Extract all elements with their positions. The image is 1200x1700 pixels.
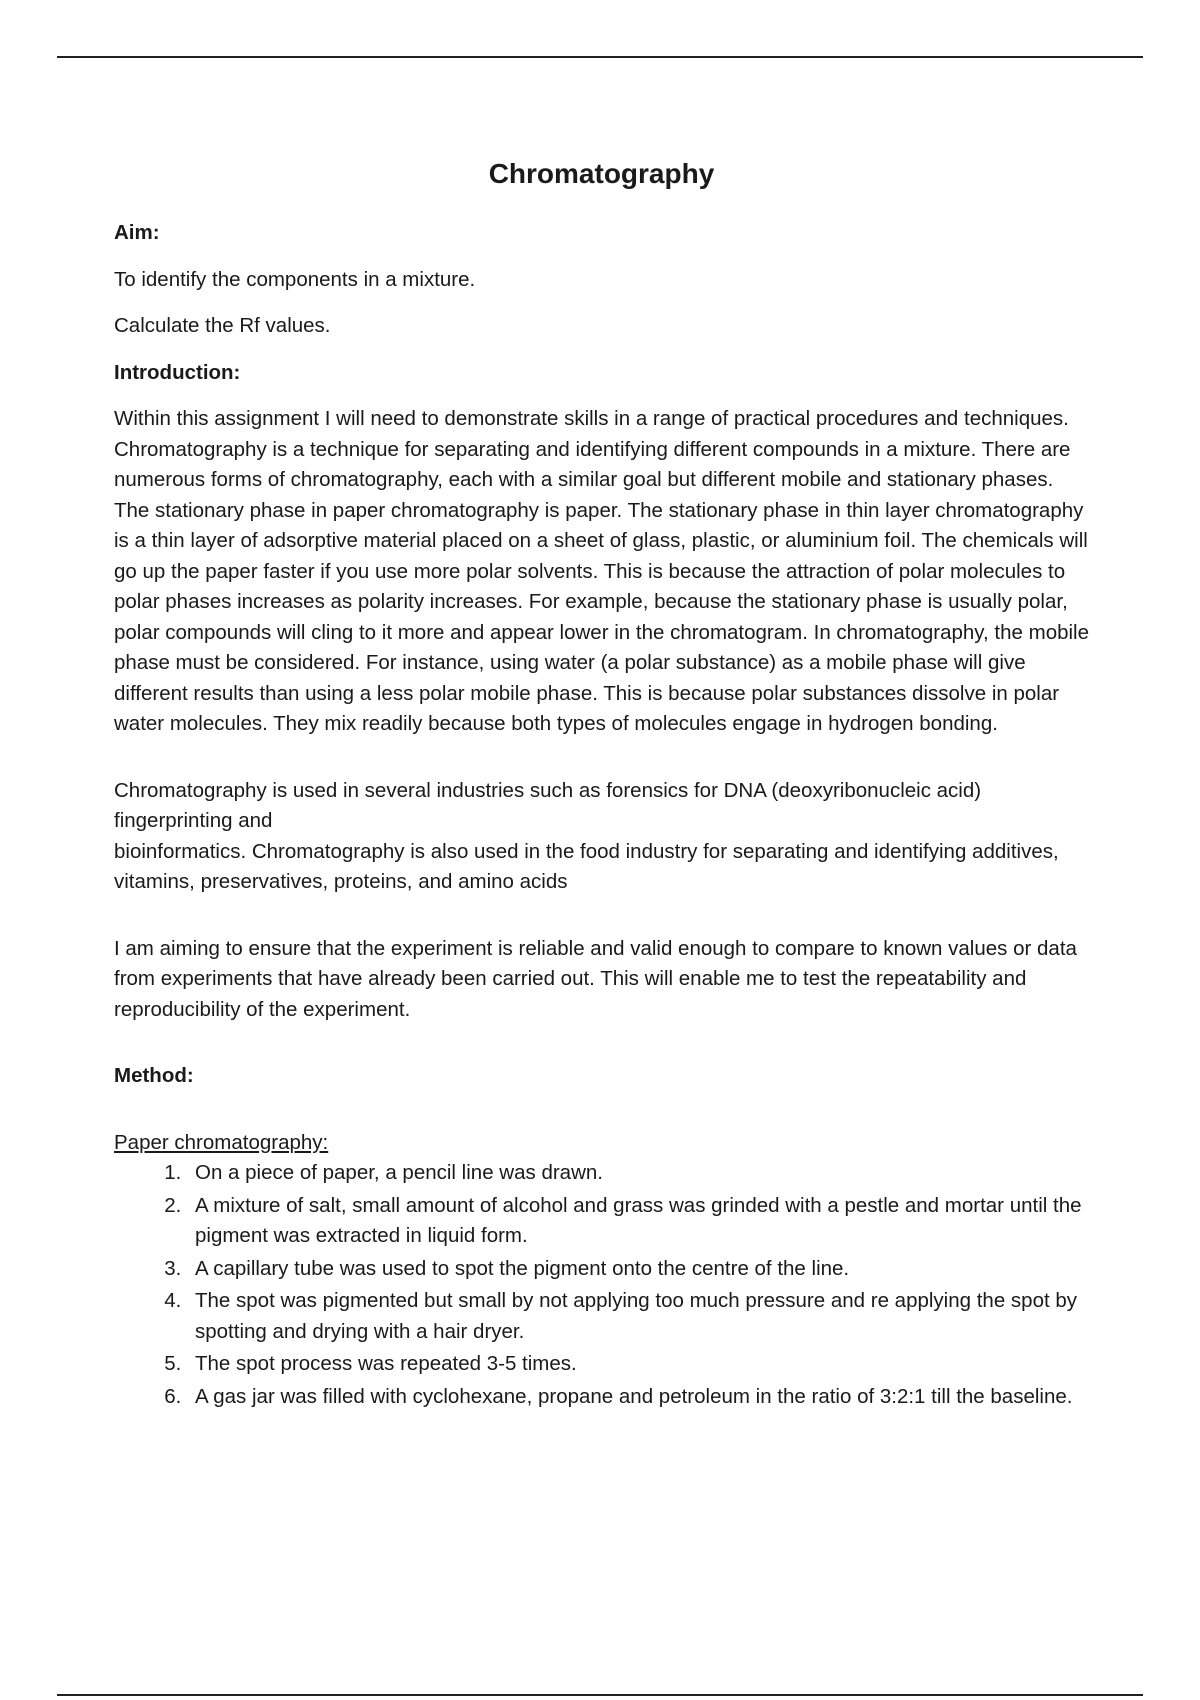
document-body — [114, 150, 1089, 1414]
industries-line: bioinformatics. Chromatography is also used in the food industry for separating and identifying additives, vitamins, preservatives, proteins, and amino acids — [114, 839, 1059, 893]
method-heading: Method: — [114, 1064, 194, 1087]
aim-heading: Aim: — [114, 221, 160, 244]
introduction-paragraph: Within this assignment I will need to demonstrate skills in a range of practical procedures and techniques. Chromatography is a technique for separating and identifying different compounds in a mixture. There are numerous forms of chromatography, each with a similar goal but different mobile and stationary phases. The stationary phase in paper chromatography is paper. The stationary phase in thin layer chromatography is a thin layer of adsorptive material placed on a sheet of glass, plastic, or aluminium foil. The chemicals will go up the paper faster if you use more polar solvents. This is because the attraction of polar molecules to polar phases increases as polarity increases. For example, because the stationary phase is usually polar, polar compounds will cling to it more and appear lower in the chromatogram. In chromatography, the mobile phase must be considered. For instance, using water (a polar substance) as a mobile phase will give different results than using a less polar mobile phase. This is because polar substances dissolve in polar water molecules. They mix readily because both types of molecules engage in hydrogen bonding. — [114, 407, 1090, 735]
header-rule — [57, 56, 1143, 58]
aim-line: To identify the components in a mixture. — [114, 267, 476, 291]
method-subheading: Paper chromatography: — [114, 1130, 329, 1154]
industries-paragraph — [114, 776, 1089, 898]
introduction-heading: Introduction: — [114, 360, 241, 384]
aim-line: Calculate the Rf values. — [114, 314, 331, 337]
method-step: 3. A capillary tube was used to spot the pigment onto the centre of the line. — [187, 1254, 1089, 1285]
method-step: 6. A gas jar was filled with cyclohexane, propane and petroleum in the ratio of 3:2:1 till the baseline. — [187, 1382, 1089, 1413]
page-title: Chromatography — [488, 158, 715, 189]
method-step: 4. The spot was pigmented but small by not applying too much pressure and re applying the spot by spotting and drying with a hair dryer. — [187, 1286, 1089, 1347]
method-step: 1. On a piece of paper, a pencil line was drawn. — [187, 1158, 1089, 1189]
industries-line: Chromatography is used in several industries such as forensics for DNA (deoxyribonucleic acid) fingerprinting and — [114, 778, 982, 832]
method-steps-list — [114, 1158, 1089, 1412]
aims-paragraph: I am aiming to ensure that the experiment is reliable and valid enough to compare to known values or data from experiments that have already been carried out. This will enable me to test the repeatability and reproducibility of the experiment. — [114, 936, 1077, 1021]
method-step: 5. The spot process was repeated 3-5 times. — [187, 1349, 1089, 1380]
footer-rule — [57, 1694, 1143, 1696]
method-step: 2. A mixture of salt, small amount of alcohol and grass was grinded with a pestle and mortar until the pigment was extracted in liquid form. — [187, 1191, 1089, 1252]
